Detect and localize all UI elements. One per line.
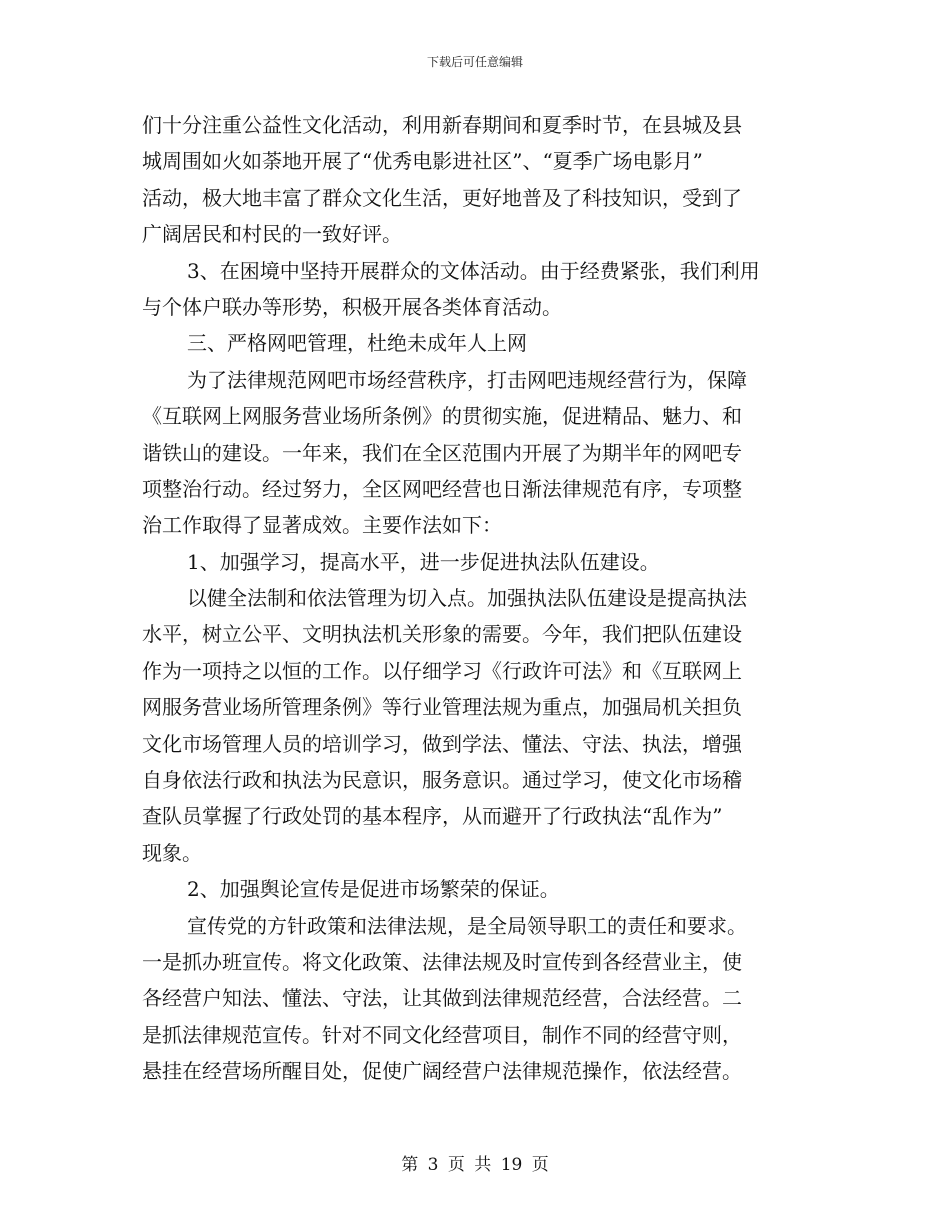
text-line: 治工作取得了显著成效。主要作法如下： <box>142 513 502 538</box>
text-line: 2、加强舆论宣传是促进市场繁荣的保证。 <box>187 877 560 902</box>
text-line: 作为一项持之以恒的工作。以仔细学习《行政许可法》和《互联网上 <box>142 658 742 683</box>
text-line: 广阔居民和村民的一致好评。 <box>142 222 402 247</box>
text-line: 以健全法制和依法管理为切入点。加强执法队伍建设是提高执法 <box>187 586 747 611</box>
text-line: 1、加强学习，提高水平，进一步促进执法队伍建设。 <box>187 549 660 574</box>
text-line: 三、严格网吧管理，杜绝未成年人上网 <box>187 331 527 356</box>
text-line: 网服务营业场所管理条例》等行业管理法规为重点，加强局机关担负 <box>142 695 742 720</box>
text-line: 各经营户知法、懂法、守法，让其做到法律规范经营，合法经营。二 <box>142 986 742 1011</box>
body-text <box>142 107 808 1090</box>
text-line: 水平，树立公平、文明执法机关形象的需要。今年，我们把队伍建设 <box>142 622 742 647</box>
page-footer: 第 3 页 共 19 页 <box>401 1155 549 1175</box>
text-line: 们十分注重公益性文化活动，利用新春期间和夏季时节，在县城及县 <box>142 113 742 137</box>
text-line: 宣传党的方针政策和法律法规，是全局领导职工的责任和要求。 <box>187 913 747 938</box>
text-line: 查队员掌握了行政处罚的基本程序，从而避开了行政执法“乱作为” <box>142 804 723 829</box>
text-line: 活动，极大地丰富了群众文化生活，更好地普及了科技知识，受到了 <box>142 185 742 210</box>
text-line: 为了法律规范网吧市场经营秩序，打击网吧违规经营行为，保障 <box>187 367 747 392</box>
page-header: 下载后可任意编辑 <box>426 55 523 69</box>
text-line: 项整治行动。经过努力，全区网吧经营也日渐法律规范有序，专项整 <box>142 476 742 501</box>
text-line: 悬挂在经营场所醒目处，促使广阔经营户法律规范操作，依法经营。 <box>142 1059 742 1084</box>
text-line: 与个体户联办等形势，积极开展各类体育活动。 <box>142 294 562 319</box>
text-line: 文化市场管理人员的培训学习，做到学法、懂法、守法、执法，增强 <box>142 731 742 756</box>
text-line: 现象。 <box>142 840 202 865</box>
text-line: 谐铁山的建设。一年来，我们在全区范围内开展了为期半年的网吧专 <box>142 440 742 465</box>
text-line: 《互联网上网服务营业场所条例》的贯彻实施，促进精品、魅力、和 <box>142 404 742 429</box>
text-line: 自身依法行政和执法为民意识，服务意识。通过学习，使文化市场稽 <box>142 768 742 793</box>
text-line: 一是抓办班宣传。将文化政策、法律法规及时宣传到各经营业主，使 <box>142 949 742 974</box>
text-line: 3、在困境中坚持开展群众的文体活动。由于经费紧张，我们利用 <box>187 258 760 283</box>
text-line: 是抓法律规范宣传。针对不同文化经营项目，制作不同的经营守则， <box>142 1022 742 1047</box>
text-line: 城周围如火如荼地开展了“优秀电影进社区”、“夏季广场电影月” <box>142 149 703 174</box>
